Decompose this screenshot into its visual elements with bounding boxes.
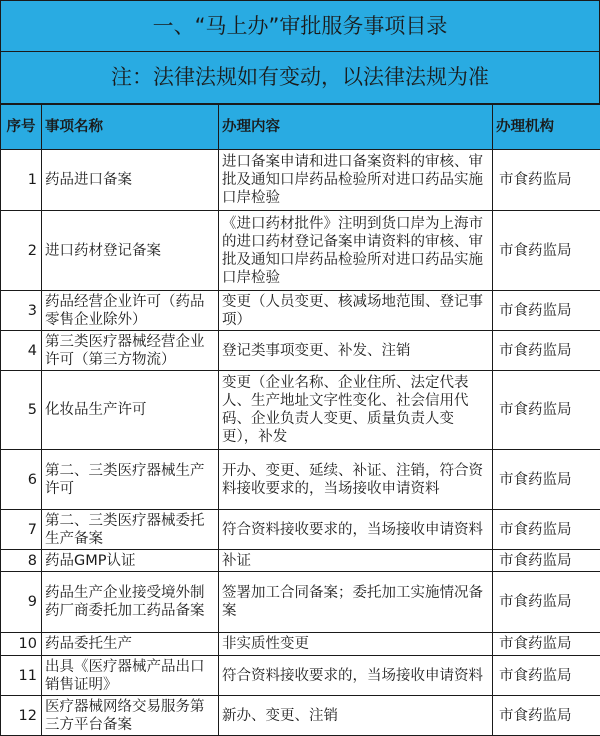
item-name: 第三类医疗器械经营企业许可（第三方物流） — [42, 331, 219, 371]
item-name: 药品生产企业接受境外制药厂商委托加工药品备案 — [42, 572, 219, 633]
row-number: 8 — [1, 550, 42, 572]
header-name: 事项名称 — [42, 105, 219, 150]
item-name: 出具《医疗器械产品出口销售证明》 — [42, 656, 219, 696]
item-content: 变更（人员变更、核减场地范围、登记事项） — [219, 291, 493, 331]
table-row — [1, 211, 600, 291]
table-row — [1, 633, 600, 656]
header-no: 序号 — [1, 105, 42, 150]
item-agency: 市食药监局 — [493, 331, 600, 371]
table-row — [1, 450, 600, 510]
item-content: 变更（企业名称、企业住所、法定代表人、生产地址文字性变化、社会信用代码、企业负责人变更、质量负责人变更），补发 — [219, 371, 493, 450]
row-number: 11 — [1, 656, 42, 696]
item-content: 登记类事项变更、补发、注销 — [219, 331, 493, 371]
table-row — [1, 150, 600, 211]
row-number: 1 — [1, 150, 42, 211]
item-agency: 市食药监局 — [493, 371, 600, 450]
item-name: 进口药材登记备案 — [42, 211, 219, 291]
page-title: 一、“马上办”审批服务事项目录 — [0, 0, 600, 52]
row-number: 3 — [1, 291, 42, 331]
table-row — [1, 510, 600, 550]
row-number: 5 — [1, 371, 42, 450]
item-content: 新办、变更、注销 — [219, 696, 493, 736]
item-name: 药品进口备案 — [42, 150, 219, 211]
row-number: 6 — [1, 450, 42, 510]
item-agency: 市食药监局 — [493, 450, 600, 510]
table-header-row — [1, 105, 600, 150]
item-content: 非实质性变更 — [219, 633, 493, 656]
item-agency: 市食药监局 — [493, 633, 600, 656]
item-content: 符合资料接收要求的，当场接收申请资料 — [219, 656, 493, 696]
table-row — [1, 291, 600, 331]
table-row — [1, 331, 600, 371]
legal-note: 注：法律法规如有变动，以法律法规为准 — [0, 52, 600, 104]
item-content: 开办、变更、延续、补证、注销，符合资料接收要求的，当场接收申请资料 — [219, 450, 493, 510]
item-agency: 市食药监局 — [493, 572, 600, 633]
table-row — [1, 550, 600, 572]
item-agency: 市食药监局 — [493, 291, 600, 331]
item-agency: 市食药监局 — [493, 150, 600, 211]
item-agency: 市食药监局 — [493, 696, 600, 736]
row-number: 7 — [1, 510, 42, 550]
header-agency: 办理机构 — [493, 105, 600, 150]
table-row — [1, 572, 600, 633]
services-table — [0, 104, 600, 736]
item-content: 签署加工合同备案；委托加工实施情况备案 — [219, 572, 493, 633]
table-row — [1, 371, 600, 450]
item-content: 进口备案申请和进口备案资料的审核、审批及通知口岸药品检验所对进口药品实施口岸检验 — [219, 150, 493, 211]
row-number: 12 — [1, 696, 42, 736]
item-agency: 市食药监局 — [493, 211, 600, 291]
item-name: 医疗器械网络交易服务第三方平台备案 — [42, 696, 219, 736]
row-number: 4 — [1, 331, 42, 371]
item-name: 药品委托生产 — [42, 633, 219, 656]
table-row — [1, 656, 600, 696]
item-name: 药品经营企业许可（药品零售企业除外） — [42, 291, 219, 331]
item-name: 化妆品生产许可 — [42, 371, 219, 450]
item-content: 《进口药材批件》注明到货口岸为上海市的进口药材登记备案申请资料的审核、审批及通知口岸药品检验所对进口药品实施口岸检验 — [219, 211, 493, 291]
row-number: 9 — [1, 572, 42, 633]
table-row — [1, 696, 600, 736]
item-name: 第二、三类医疗器械委托生产备案 — [42, 510, 219, 550]
item-name: 药品GMP认证 — [42, 550, 219, 572]
item-agency: 市食药监局 — [493, 510, 600, 550]
row-number: 10 — [1, 633, 42, 656]
item-content: 补证 — [219, 550, 493, 572]
header-content: 办理内容 — [219, 105, 493, 150]
item-agency: 市食药监局 — [493, 656, 600, 696]
item-agency: 市食药监局 — [493, 550, 600, 572]
item-content: 符合资料接收要求的，当场接收申请资料 — [219, 510, 493, 550]
row-number: 2 — [1, 211, 42, 291]
item-name: 第二、三类医疗器械生产许可 — [42, 450, 219, 510]
